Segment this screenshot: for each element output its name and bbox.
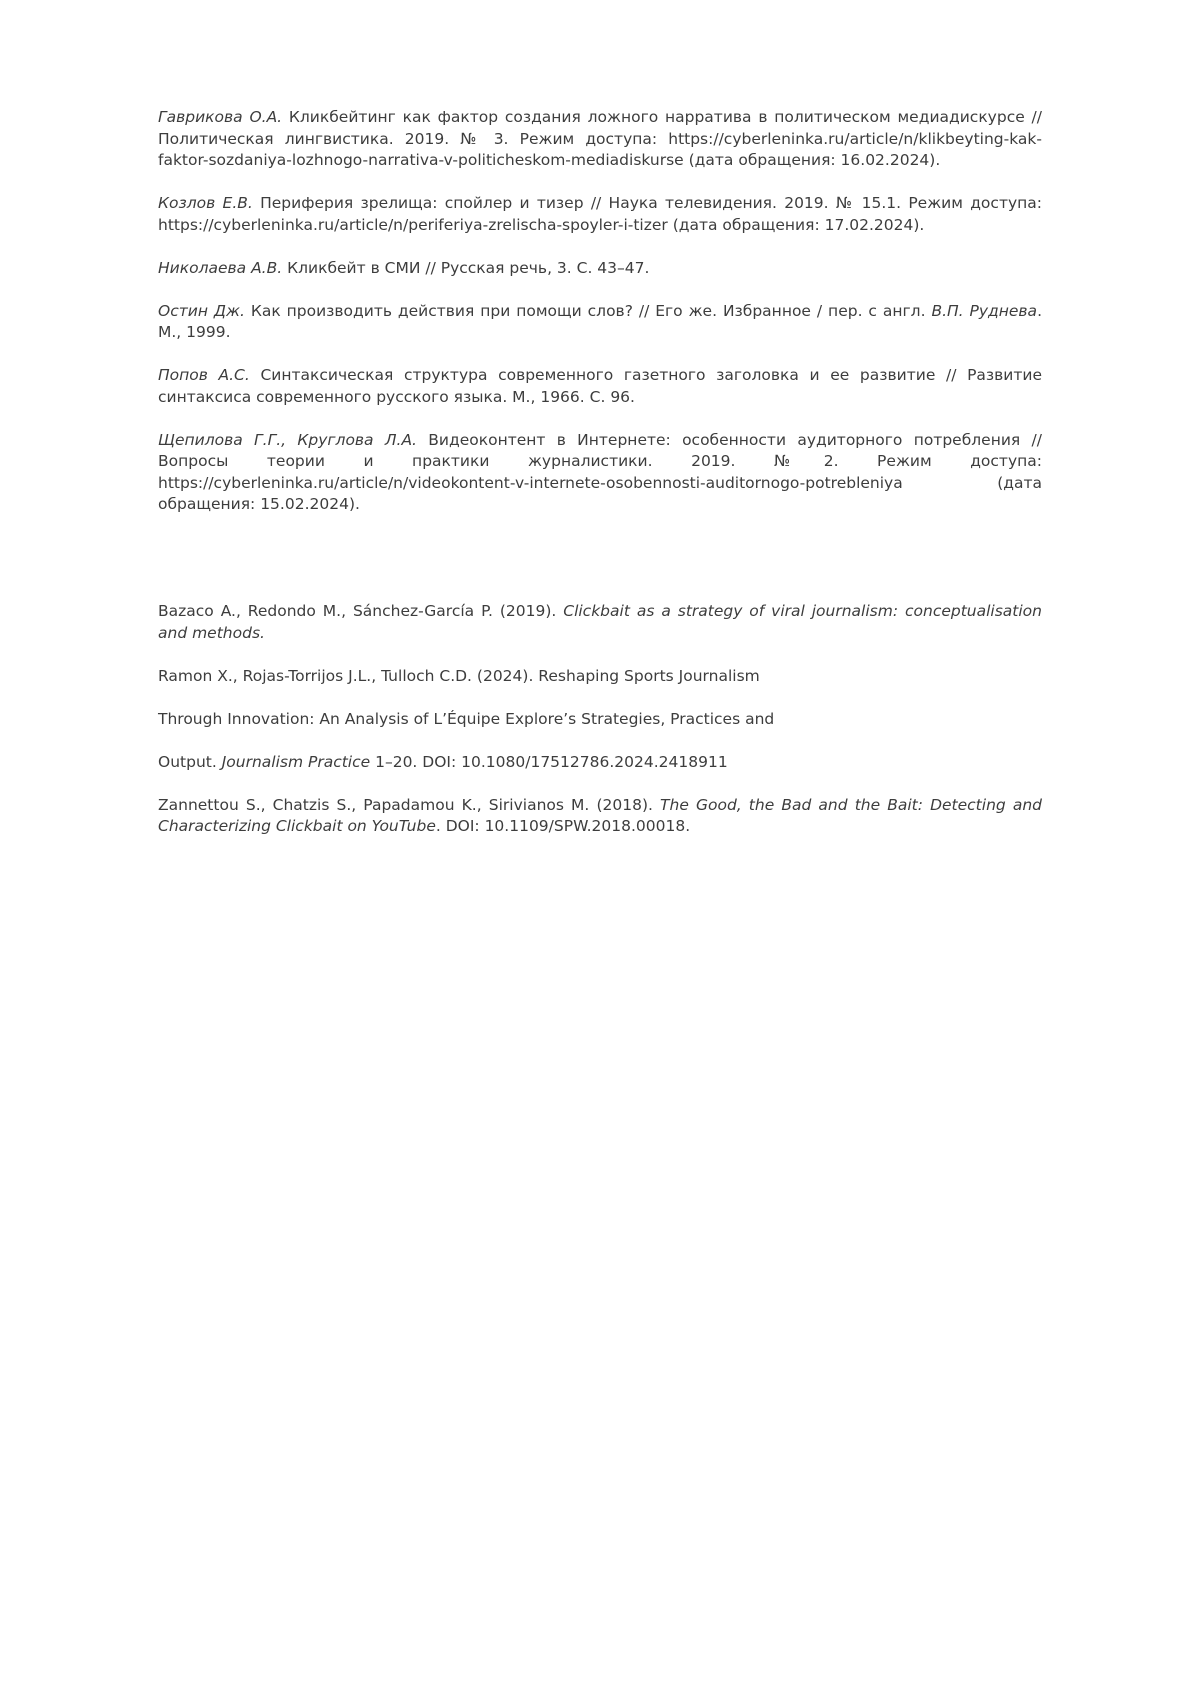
reference-text-segment: Through Innovation: An Analysis of L’Équipe Explore’s Strategies, Practices and bbox=[158, 709, 775, 728]
reference-text-segment: Кликбейт в СМИ // Русская речь, 3. С. 43–47. bbox=[282, 258, 650, 277]
reference-text-segment: Периферия зрелища: спойлер и тизер // Наука телевидения. 2019. № 15.1. Режим доступа: https://cyberleninka.ru/article/n/periferiya-zrelischa-spoyler-i-tizer (дата обращения: 17.02.2024). bbox=[158, 194, 1042, 234]
reference-text-segment: . М., 1999. bbox=[158, 301, 1042, 341]
reference-text-segment: Ramon X., Rojas-Torrijos J.L., Tulloch C.D. (2024). Reshaping Sports Journalism bbox=[158, 666, 760, 685]
reference-entry bbox=[158, 430, 1042, 516]
reference-text-segment: Bazaco A., Redondo M., Sánchez-García P. (2019). bbox=[158, 602, 564, 620]
reference-entry bbox=[158, 193, 1042, 236]
reference-text-segment: 1–20. DOI: 10.1080/17512786.2024.2418911 bbox=[370, 752, 728, 771]
reference-text-segment: . DOI: 10.1109/SPW.2018.00018. bbox=[435, 817, 691, 835]
references-list bbox=[158, 107, 1042, 838]
reference-entry bbox=[158, 752, 1042, 774]
reference-text-segment: Output. bbox=[158, 752, 222, 771]
reference-italic-segment: Journalism Practice bbox=[221, 752, 371, 771]
reference-entry bbox=[158, 709, 1042, 731]
reference-text-segment: Zannettou S., Chatzis S., Papadamou K., Sirivianos M. (2018). bbox=[158, 795, 661, 814]
reference-italic-segment: Козлов Е.В. bbox=[158, 194, 253, 212]
reference-text-segment: Видеоконтент в Интернете: особенности аудиторного потребления // Вопросы теории и практики журналистики. 2019. №2. Режим доступа: https://cyberleninka.ru/article/n/videokontent-v-internete-osobennosti-auditornogo-potrebleniya (дата обращения: 15.02.2024). bbox=[158, 430, 1042, 513]
reference-italic-segment: Гаврикова О.А. bbox=[158, 108, 283, 126]
reference-entry bbox=[158, 258, 1042, 280]
references-section-english bbox=[158, 601, 1042, 838]
references-section-russian bbox=[158, 107, 1042, 516]
reference-italic-segment: Остин Дж. bbox=[158, 301, 245, 320]
reference-italic-segment: Попов А.С. bbox=[158, 366, 250, 384]
reference-italic-segment: Clickbait as a strategy of viral journalism: conceptualisation and methods. bbox=[158, 602, 1042, 642]
reference-entry bbox=[158, 666, 1042, 688]
reference-italic-segment: Николаева А.В. bbox=[158, 258, 283, 277]
reference-entry bbox=[158, 301, 1042, 344]
reference-entry bbox=[158, 795, 1042, 838]
reference-entry bbox=[158, 107, 1042, 172]
reference-italic-segment: The Good, the Bad and the Bait: Detecting and Characterizing Clickbait on YouTube bbox=[158, 795, 1042, 835]
section-gap bbox=[158, 537, 1042, 601]
reference-text-segment: Как производить действия при помощи слов? // Его же. Избранное / пер. с англ. bbox=[244, 301, 932, 320]
reference-text-segment: Синтаксическая структура современного газетного заголовка и ее развитие // Развитие синтаксиса современного русского языка. М., 1966. С. 96. bbox=[158, 366, 1042, 406]
reference-italic-segment: В.П. Руднева bbox=[931, 301, 1038, 320]
reference-italic-segment: Щепилова Г.Г., Круглова Л.А. bbox=[158, 430, 417, 449]
reference-entry bbox=[158, 601, 1042, 644]
reference-entry bbox=[158, 365, 1042, 408]
reference-text-segment: Кликбейтинг как фактор создания ложного нарратива в политическом медиадискурсе // Политическая лингвистика. 2019. № 3. Режим доступа: https://cyberleninka.ru/article/n/klikbeyting-kak-faktor-sozdaniya-lozhnogo-narrativa-v-politicheskom-mediadiskurse (дата обращения: 16.02.2024). bbox=[158, 108, 1042, 169]
